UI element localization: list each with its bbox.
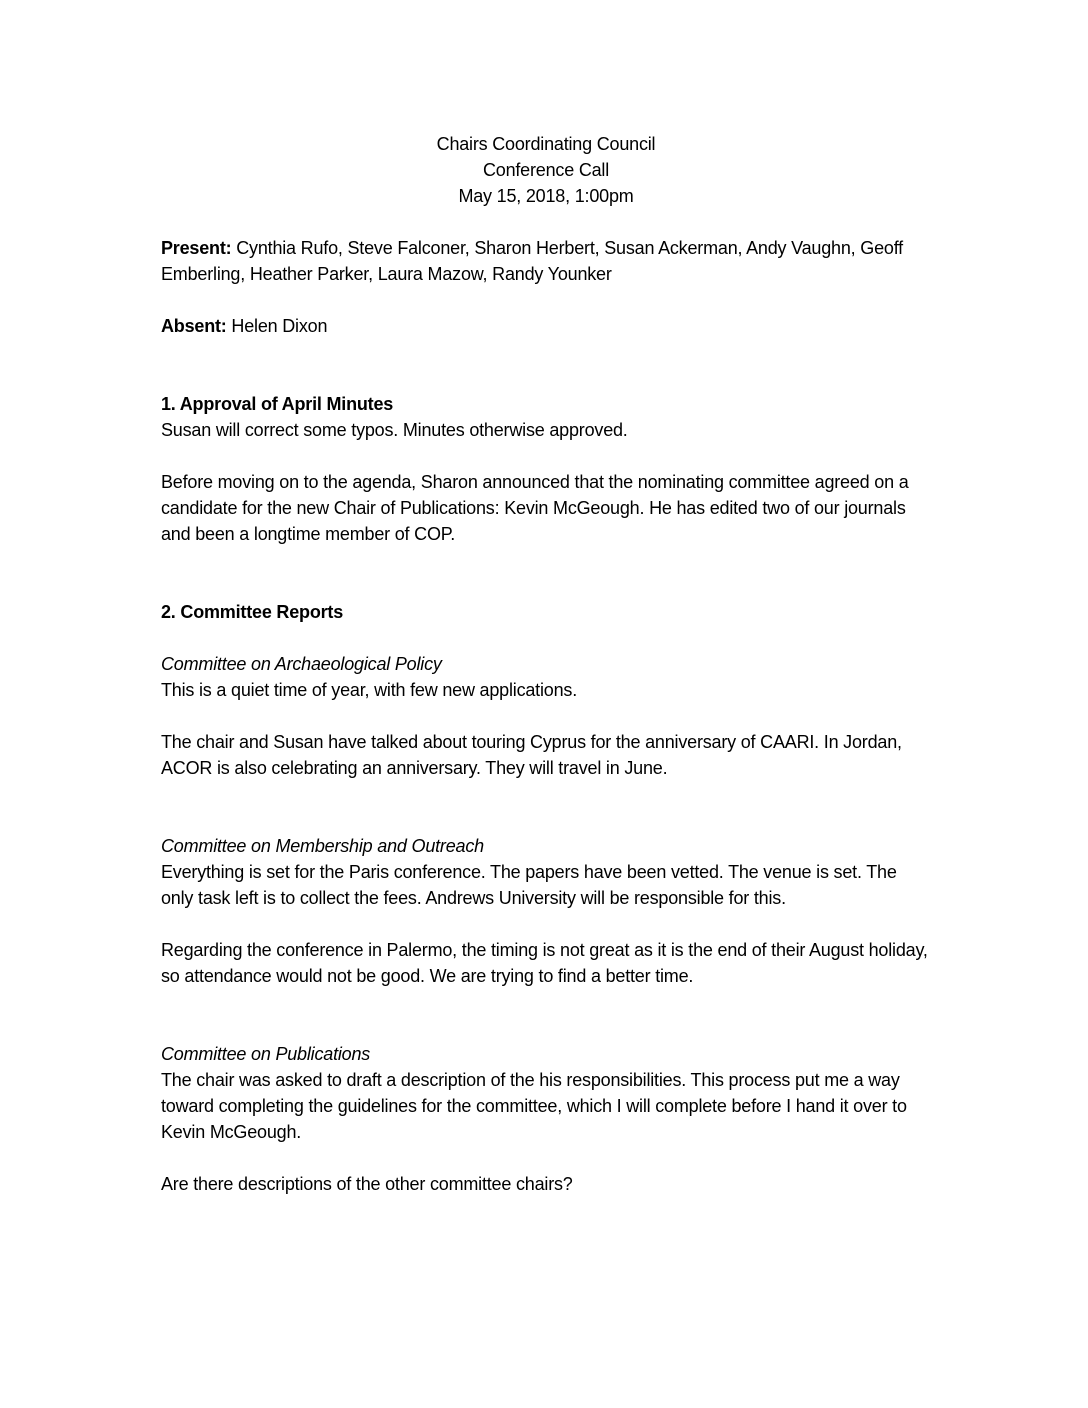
present-names: Cynthia Rufo, Steve Falconer, Sharon Herbert, Susan Ackerman, Andy Vaughn, Geoff Emberling, Heather Parker, Laura Mazow, Randy Younker [161, 238, 903, 284]
absent-line [161, 313, 931, 339]
document-header [161, 131, 931, 209]
cop-paragraph-2: Are there descriptions of the other committee chairs? [161, 1174, 573, 1194]
document-date: May 15, 2018, 1:00pm [458, 186, 634, 206]
cmo-paragraph-1: Everything is set for the Paris conference. The papers have been vetted. The venue is set. The only task left is to collect the fees. Andrews University will be responsible for this. [161, 862, 897, 908]
cop-subheading: Committee on Publications [161, 1044, 371, 1064]
cap-paragraph-2: The chair and Susan have talked about touring Cyprus for the anniversary of CAARI. In Jordan, ACOR is also celebrating an anniversary. They will travel in June. [161, 732, 902, 778]
document-subtitle: Conference Call [482, 160, 610, 180]
cmo-subheading: Committee on Membership and Outreach [161, 836, 484, 856]
section-1-paragraph-1: Susan will correct some typos. Minutes otherwise approved. [161, 420, 628, 440]
section-1-heading: 1. Approval of April Minutes [161, 394, 394, 414]
absent-names: Helen Dixon [226, 316, 328, 336]
cap-paragraph-1: This is a quiet time of year, with few new applications. [161, 680, 578, 700]
cmo-paragraph-2: Regarding the conference in Palermo, the timing is not great as it is the end of their August holiday, so attendance would not be good. We are trying to find a better time. [161, 940, 928, 986]
document-title: Chairs Coordinating Council [436, 134, 656, 154]
present-line [161, 235, 931, 287]
absent-label: Absent: [161, 316, 227, 336]
cop-paragraph-1: The chair was asked to draft a description of the his responsibilities. This process put me a way toward completing the guidelines for the committee, which I will complete before I hand it over to Kevin McGeough. [161, 1070, 907, 1142]
section-2-heading: 2. Committee Reports [161, 602, 344, 622]
present-label: Present: [161, 238, 232, 258]
cap-subheading: Committee on Archaeological Policy [161, 654, 442, 674]
document-body [161, 131, 931, 1197]
section-1-paragraph-2: Before moving on to the agenda, Sharon announced that the nominating committee agreed on a candidate for the new Chair of Publications: Kevin McGeough. He has edited two of our journals and been a longtime member of COP. [161, 472, 909, 544]
